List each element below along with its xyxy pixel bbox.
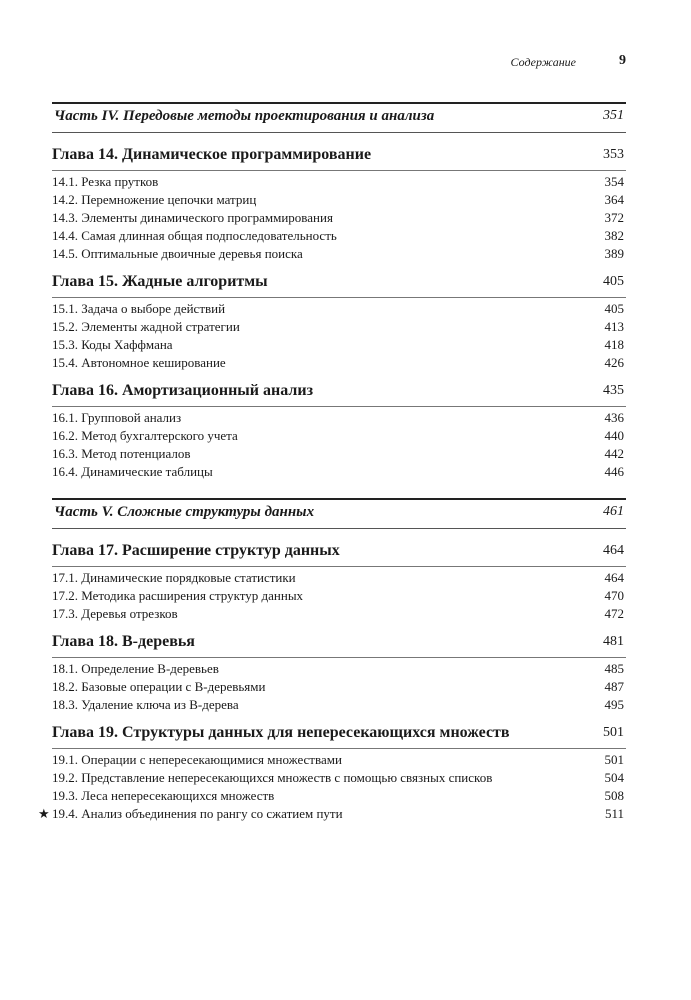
section-title: 14.4. Самая длинная общая подпоследовательность — [52, 228, 337, 243]
section-page: 446 — [604, 464, 624, 479]
section-title: 16.4. Динамические таблицы — [52, 464, 213, 479]
running-header — [52, 53, 626, 73]
chapter-title: Глава 15. Жадные алгоритмы — [52, 273, 268, 290]
chapter-page: 501 — [603, 725, 624, 740]
part-page: 351 — [603, 108, 624, 123]
section-list — [52, 661, 626, 715]
section-entry — [52, 210, 626, 228]
section-page: 442 — [604, 446, 624, 461]
section-page: 487 — [604, 679, 624, 694]
section-page: 364 — [604, 192, 624, 207]
section-title: 19.4. Анализ объединения по рангу со сжатием пути — [52, 806, 343, 821]
section-list — [52, 410, 626, 482]
section-page: 501 — [604, 752, 624, 767]
section-page: 413 — [604, 319, 624, 334]
chapter-title: Глава 16. Амортизационный анализ — [52, 382, 313, 399]
section-title: 19.3. Леса непересекающихся множеств — [52, 788, 275, 803]
section-list — [52, 174, 626, 264]
part-heading — [52, 498, 626, 529]
section-page: 485 — [604, 661, 624, 676]
part-page: 461 — [603, 504, 624, 519]
section-title: 19.1. Операции с непересекающимися множествами — [52, 752, 342, 767]
section-title: 15.1. Задача о выборе действий — [52, 301, 226, 316]
section-entry — [52, 410, 626, 428]
section-entry — [52, 697, 626, 715]
page-number: 9 — [619, 53, 626, 68]
chapter-title: Глава 14. Динамическое программирование — [52, 146, 372, 163]
chapter-page: 353 — [603, 147, 624, 162]
divider — [52, 406, 626, 407]
section-page: 495 — [604, 697, 624, 712]
divider — [52, 297, 626, 298]
section-title: 15.3. Коды Хаффмана — [52, 337, 173, 352]
section-entry — [52, 752, 626, 770]
section-entry — [52, 446, 626, 464]
section-title: 16.2. Метод бухгалтерского учета — [52, 428, 238, 443]
chapter-page: 464 — [603, 543, 624, 558]
chapter-title: Глава 19. Структуры данных для непересекающихся множеств — [52, 724, 510, 741]
section-page: 440 — [604, 428, 624, 443]
divider — [52, 748, 626, 749]
section-page: 372 — [604, 210, 624, 225]
section-entry — [52, 301, 626, 319]
section-entry — [52, 428, 626, 446]
part-title: Часть IV. Передовые методы проектирования и анализа — [54, 108, 435, 124]
divider — [52, 566, 626, 567]
section-page: 389 — [604, 246, 624, 261]
section-title: 17.2. Методика расширения структур данных — [52, 588, 304, 603]
section-page: 436 — [604, 410, 624, 425]
section-title: 19.2. Представление непересекающихся множеств с помощью связных списков — [52, 770, 493, 785]
section-entry — [52, 246, 626, 264]
section-title: 14.5. Оптимальные двоичные деревья поиска — [52, 246, 303, 261]
section-entry — [52, 228, 626, 246]
star-icon: ★ — [38, 806, 50, 821]
divider — [52, 170, 626, 171]
section-entry — [52, 337, 626, 355]
chapter-title: Глава 17. Расширение структур данных — [52, 542, 340, 559]
section-page: 418 — [604, 337, 624, 352]
section-entry — [52, 464, 626, 482]
part-title: Часть V. Сложные структуры данных — [54, 504, 315, 520]
section-entry — [52, 788, 626, 806]
divider — [52, 657, 626, 658]
section-entry — [52, 355, 626, 373]
section-list — [52, 570, 626, 624]
part-heading — [52, 102, 626, 133]
chapter-page: 481 — [603, 634, 624, 649]
chapter-page: 405 — [603, 274, 624, 289]
section-entry — [52, 661, 626, 679]
section-page: 511 — [604, 806, 624, 821]
section-title: 18.2. Базовые операции с В-деревьями — [52, 679, 266, 694]
section-entry — [52, 570, 626, 588]
section-entry — [52, 679, 626, 697]
section-page: 472 — [604, 606, 624, 621]
section-page: 354 — [604, 174, 624, 189]
section-entry — [52, 588, 626, 606]
section-title: 15.4. Автономное кеширование — [52, 355, 226, 370]
section-list — [52, 301, 626, 373]
chapter-page: 435 — [603, 383, 624, 398]
running-title: Содержание — [510, 55, 576, 69]
section-entry — [52, 606, 626, 624]
section-title: 14.1. Резка прутков — [52, 174, 159, 189]
section-page: 405 — [604, 301, 624, 316]
section-page: 470 — [604, 588, 624, 603]
section-title: 17.1. Динамические порядковые статистики — [52, 570, 296, 585]
section-entry — [52, 770, 626, 788]
section-page: 382 — [604, 228, 624, 243]
section-title: 16.1. Групповой анализ — [52, 410, 182, 425]
section-entry — [38, 806, 626, 824]
section-title: 15.2. Элементы жадной стратегии — [52, 319, 240, 334]
section-page: 426 — [604, 355, 624, 370]
section-title: 16.3. Метод потенциалов — [52, 446, 191, 461]
section-page: 504 — [604, 770, 624, 785]
section-title: 18.3. Удаление ключа из В-дерева — [52, 697, 239, 712]
section-title: 18.1. Определение В-деревьев — [52, 661, 219, 676]
section-title: 14.2. Перемножение цепочки матриц — [52, 192, 257, 207]
section-title: 14.3. Элементы динамического программирования — [52, 210, 333, 225]
section-title: 17.3. Деревья отрезков — [52, 606, 178, 621]
section-entry — [52, 192, 626, 210]
section-page: 508 — [604, 788, 624, 803]
section-page: 464 — [604, 570, 624, 585]
section-entry — [52, 174, 626, 192]
section-entry — [52, 319, 626, 337]
chapter-title: Глава 18. В-деревья — [52, 633, 195, 650]
section-list — [38, 752, 626, 824]
